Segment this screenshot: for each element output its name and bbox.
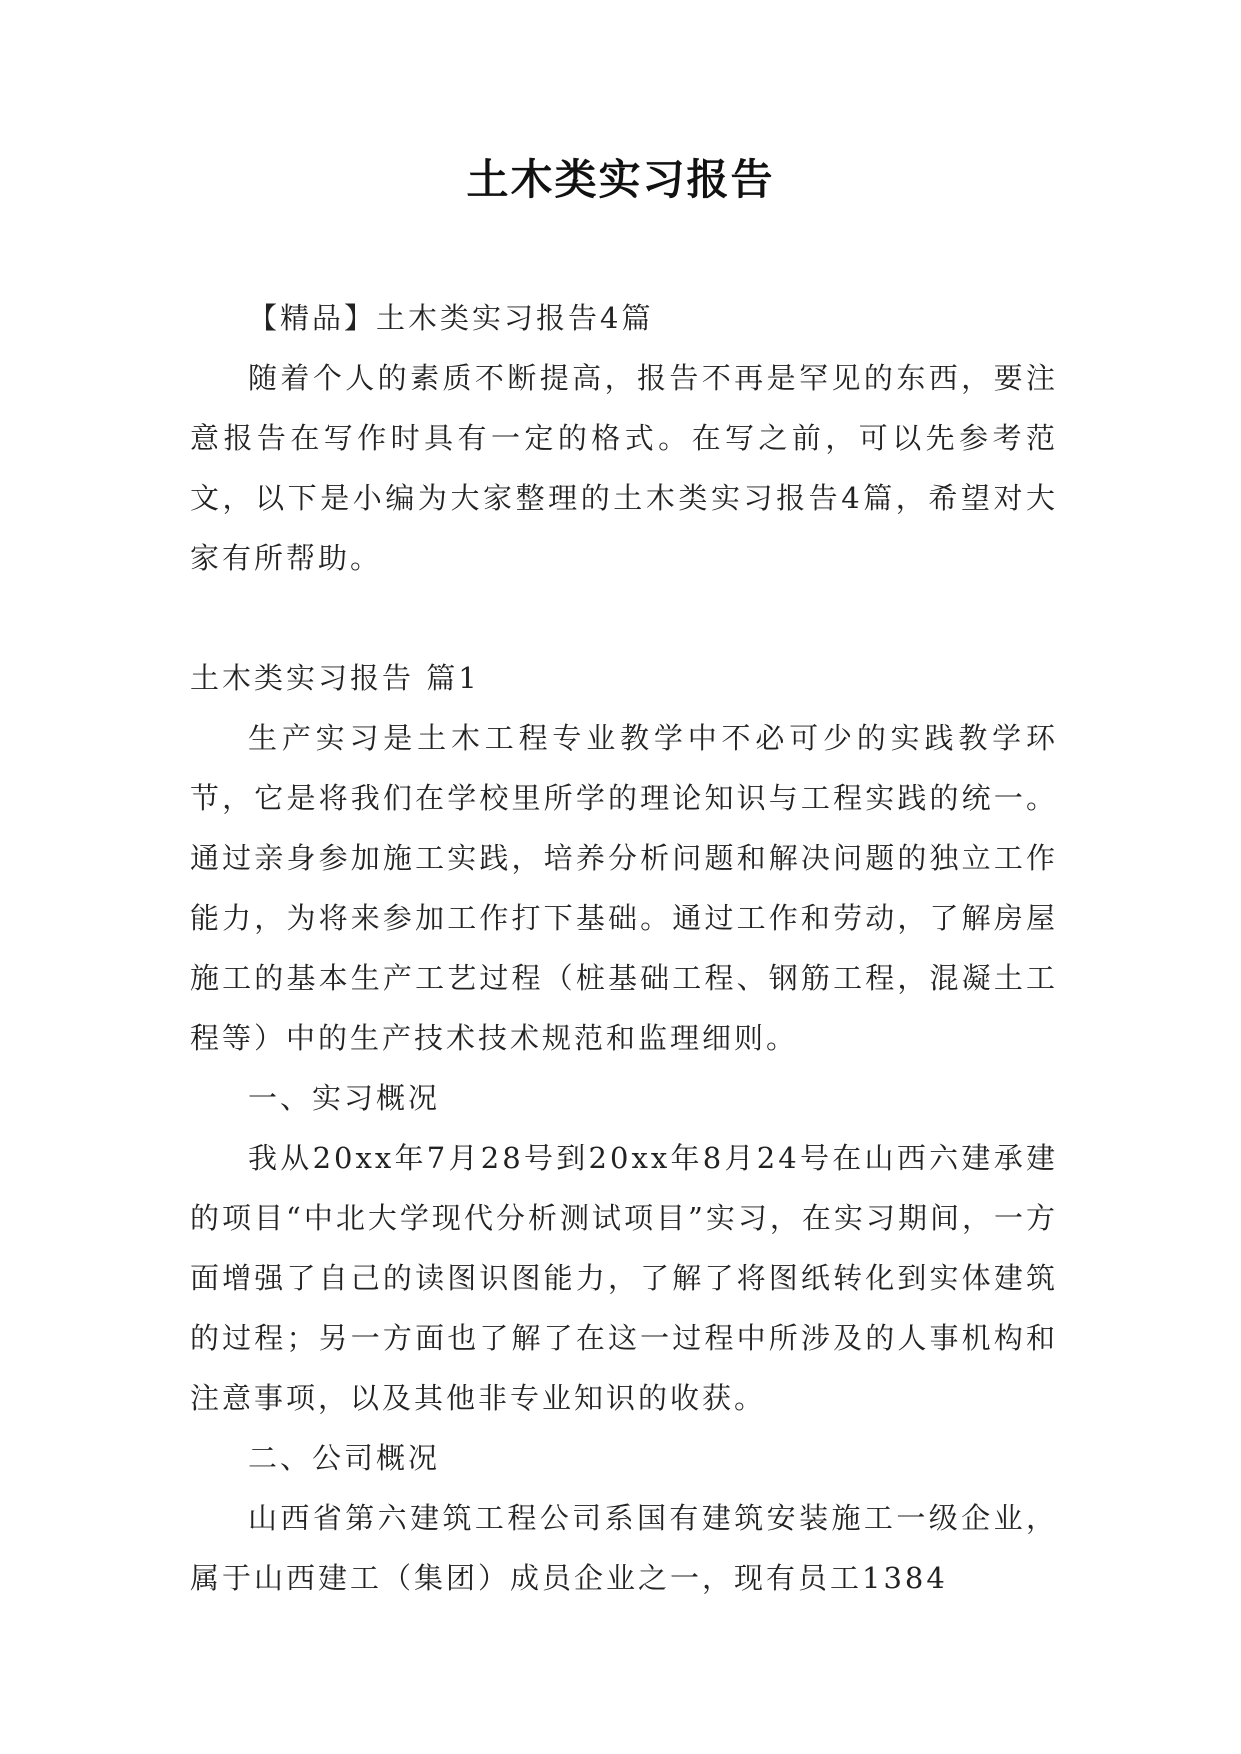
- subheading-internship-overview: 一、实习概况: [248, 1081, 441, 1115]
- document-body: [190, 288, 1058, 1608]
- document-title: 土木类实习报告: [466, 155, 775, 204]
- document-subtitle: 【精品】土木类实习报告4篇: [248, 301, 654, 335]
- intro-paragraph: 随着个人的素质不断提高，报告不再是罕见的东西，要注意报告在写作时具有一定的格式。在写之前，可以先参考范文，以下是小编为大家整理的土木类实习报告4篇，希望对大家有所帮助。: [190, 361, 1058, 575]
- subheading-company-overview: 二、公司概况: [248, 1441, 441, 1475]
- body-paragraph-1: 生产实习是土木工程专业教学中不必可少的实践教学环节，它是将我们在学校里所学的理论知识与工程实践的统一。通过亲身参加施工实践，培养分析问题和解决问题的独立工作能力，为将来参加工作打下基础。通过工作和劳动，了解房屋施工的基本生产工艺过程（桩基础工程、钢筋工程，混凝土工程等）中的生产技术技术规范和监理细则。: [190, 721, 1058, 1055]
- blank-line: [190, 588, 1058, 648]
- body-paragraph-3: 山西省第六建筑工程公司系国有建筑安装施工一级企业，属于山西建工（集团）成员企业之一，现有员工1384: [190, 1501, 1058, 1595]
- section-heading: 土木类实习报告 篇1: [190, 661, 480, 695]
- body-paragraph-2: 我从20xx年7月28号到20xx年8月24号在山西六建承建的项目“中北大学现代分析测试项目”实习，在实习期间，一方面增强了自己的读图识图能力，了解了将图纸转化到实体建筑的过程；另一方面也了解了在这一过程中所涉及的人事机构和注意事项，以及其他非专业知识的收获。: [190, 1141, 1058, 1415]
